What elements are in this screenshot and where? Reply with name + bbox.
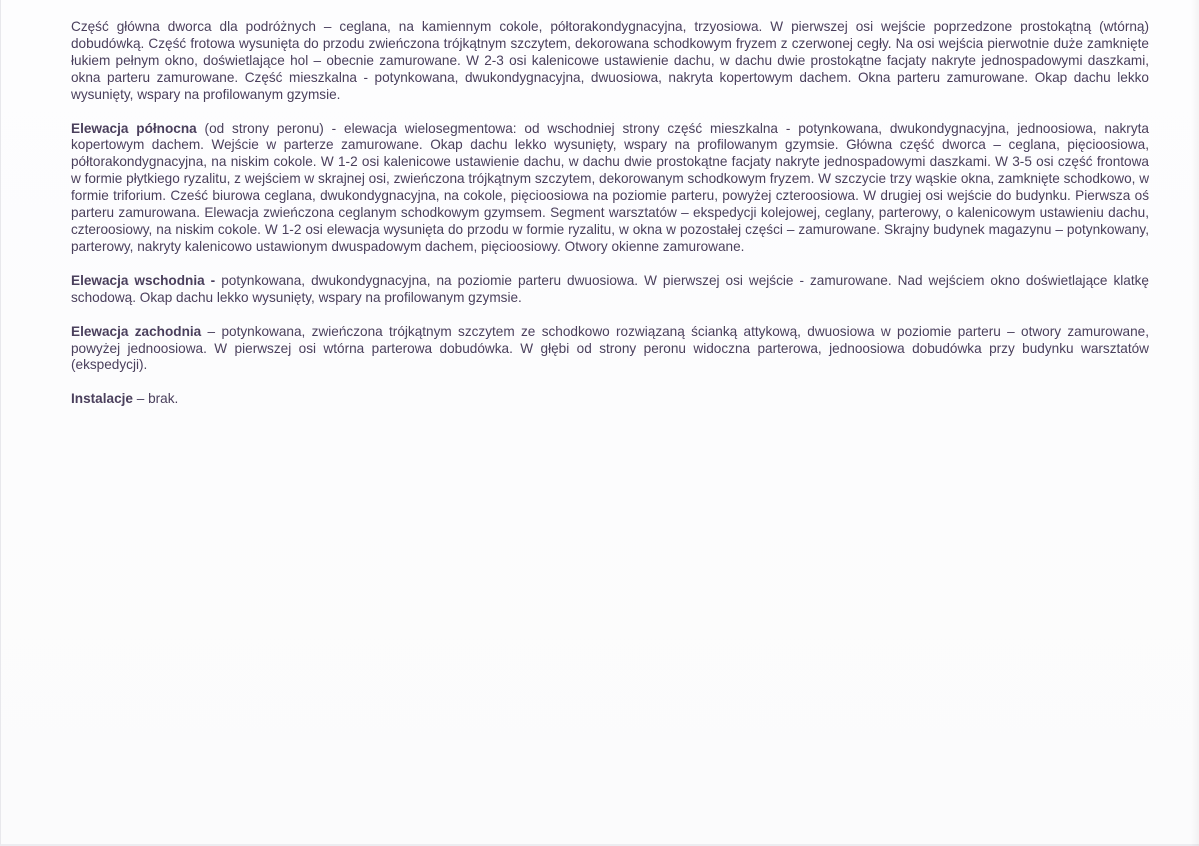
section-heading: Elewacja północna (71, 120, 197, 136)
intro-paragraph: Część główna dworca dla podróżnych – ceglana, na kamiennym cokole, półtorakondygnacyjna, trzyosiowa. W pierwszej osi wejście poprzedzone prostokątną (wtórną) dobudówką. Część frotowa wysunięta do przodu zwieńczona trójkątnym szczytem, dekorowana schodkowym fryzem z czerwonej cegły. Na osi wejścia pierwotnie duże zamknięte łukiem pełnym okno, doświetlające hol – obecnie zamurowane. W 2-3 osi kalenicowe ustawienie dachu, w dachu dwie prostokątne facjaty nakryte jednospadowymi daszkami, okna parteru zamurowane. Część mieszkalna - potynkowana, dwukondygnacyjna, dwuosiowa, nakryta kopertowym dachem. Okna parteru zamurowane. Okap dachu lekko wysunięty, wspary na profilowanym gzymsie. (71, 19, 1149, 102)
section-heading: Instalacje (71, 391, 133, 407)
section-east-elevation (71, 273, 1149, 307)
section-text: – brak. (132, 391, 179, 407)
section-heading: Elewacja wschodnia - (71, 272, 216, 288)
section-text: – potynkowana, zwieńczona trójkątnym szczytem ze schodkowo rozwiązaną ścianką attykową, dwuosiowa w poziomie parteru – otwory zamurowane, powyżej jednoosiowa. W pierwszej osi wtórna parterowa dobudówka. W głębi od strony peronu widoczna parterowa, jednoosiowa dobudówka przy budynku warsztatów (ekspedycji). (71, 323, 1149, 373)
section-installations (71, 391, 1149, 408)
section-west-elevation (71, 324, 1149, 375)
page-edge-shadow (1191, 0, 1199, 846)
section-heading: Elewacja zachodnia (71, 323, 202, 339)
section-north-elevation (71, 121, 1149, 256)
document-body (71, 19, 1149, 425)
section-text: potynkowana, dwukondygnacyjna, na poziomie parteru dwuosiowa. W pierwszej osi wejście - zamurowane. Nad wejściem okno doświetlające klatkę schodową. Okap dachu lekko wysunięty, wspary na profilowanym gzymsie. (71, 272, 1149, 305)
section-text: (od strony peronu) - elewacja wielosegmentowa: od wschodniej strony część mieszkalna - potynkowana, dwukondygnacyjna, jednoosiowa, nakryta kopertowym dachem. Wejście w parterze zamurowane. Okap dachu lekko wysunięty, wspary na profilowanym gzymsie. Główna część dworca – ceglana, pięcioosiowa, półtorakondygnacyjna, na niskim cokole. W 1-2 osi kalenicowe ustawienie dachu, w dachu dwie prostokątne facjaty nakryte jednospadowymi daszkami. W 3-5 osi część frontowa w formie płytkiego ryzalitu, z wejściem w skrajnej osi, zwieńczona trójkątnym szczytem, dekorowanym schodkowym fryzem. W szczycie trzy wąskie okna, zamknięte schodkowo, w formie triforium. Cześć biurowa ceglana, dwukondygnacyjna, na cokole, pięcioosiowa na poziomie parteru, powyżej czteroosiowa. W drugiej osi wejście do budynku. Pierwsza oś parteru zamurowana. Elewacja zwieńczona ceglanym schodkowym gzymsem. Segment warsztatów – ekspedycji kolejowej, ceglany, parterowy, o kalenicowym ustawieniu dachu, czteroosiowy, na niskim cokole. W 1-2 osi elewacja wysunięta do przodu w formie ryzalitu, w okna w pozostałej części – zamurowane. Skrajny budynek magazynu – potynkowany, parterowy, nakryty kalenicowo ustawionym dwuspadowym dachem, pięcioosiowy. Otwory okienne zamurowane. (71, 120, 1150, 254)
